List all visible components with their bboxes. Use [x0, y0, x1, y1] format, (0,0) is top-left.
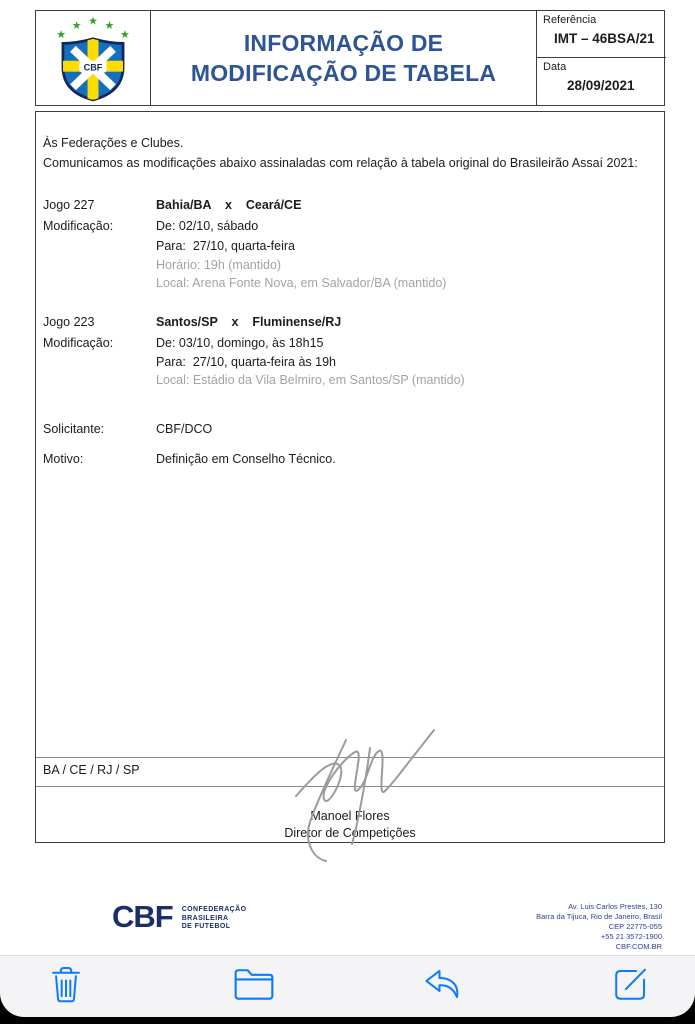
federations-list: BA / CE / RJ / SP [43, 763, 140, 777]
game-row [43, 239, 657, 253]
compose-button[interactable] [607, 960, 655, 1008]
game-row [43, 315, 657, 329]
game-to: Para: 27/10, quarta-feira [156, 239, 295, 253]
game-row [43, 373, 657, 387]
game-kept-venue: Local: Arena Fonte Nova, em Salvador/BA (mantido) [156, 276, 447, 290]
delete-button[interactable] [42, 960, 90, 1008]
document-title-line2: MODIFICAÇÃO DE TABELA [190, 60, 497, 86]
reason-label: Motivo: [43, 452, 84, 466]
game-row [43, 258, 657, 272]
trash-icon [47, 962, 85, 1006]
org-line: CONFEDERAÇÃO [181, 906, 247, 913]
document-title-line1: INFORMAÇÃO DE [243, 30, 444, 56]
cbf-wordmark: CBF [112, 899, 173, 934]
modification-label: Modificação: [43, 336, 114, 350]
signer-title: Diretor de Competições [284, 826, 416, 840]
toolbar-surface [0, 955, 695, 1017]
game-number: Jogo 223 [43, 315, 95, 329]
game-row [43, 219, 657, 233]
crest-cbf-label: CBF [83, 62, 103, 73]
document-title-cell [151, 11, 537, 105]
move-to-folder-button[interactable] [230, 960, 278, 1008]
game-row [43, 355, 657, 369]
svg-text:★: ★ [119, 28, 130, 41]
game-matchup: Santos/SP x Fluminense/RJ [156, 315, 342, 329]
requester-label: Solicitante: [43, 422, 105, 436]
game-to: Para: 27/10, quarta-feira às 19h [156, 355, 336, 369]
game-kept-venue: Local: Estádio da Vila Belmiro, em Santos/SP (mantido) [156, 373, 465, 387]
org-line: BRASILEIRA [181, 914, 229, 922]
compose-icon [611, 963, 651, 1005]
signature-image [282, 718, 440, 863]
intro-text: Comunicamos as modificações abaixo assinaladas com relação à tabela original do Brasileirão Assaí 2021: [43, 156, 638, 170]
reference-value: IMT – 46BSA/21 [554, 31, 655, 46]
footer-brand [112, 899, 247, 934]
game-number: Jogo 227 [43, 198, 95, 212]
cbf-crest-icon [52, 13, 134, 103]
game-row [43, 198, 657, 212]
reference-label: Referência [543, 14, 597, 26]
address-line: Barra da Tijuca, Rio de Janeiro, Brasil [536, 912, 662, 921]
game-from: De: 02/10, sábado [156, 219, 259, 233]
address-line: CBF.COM.BR [615, 942, 662, 949]
requester-row [43, 422, 657, 436]
svg-text:★: ★ [104, 19, 115, 32]
cbf-crest-cell [36, 11, 151, 105]
address-line: CEP 22775-055 [608, 922, 662, 931]
svg-text:★: ★ [56, 28, 67, 41]
reason-row [43, 452, 657, 466]
folder-icon [232, 965, 276, 1003]
date-value: 28/09/2021 [567, 78, 635, 93]
svg-text:★: ★ [71, 19, 82, 32]
requester-value: CBF/DCO [156, 422, 213, 436]
org-line: DE FUTEBOL [181, 923, 231, 931]
reason-value: Definição em Conselho Técnico. [156, 452, 336, 466]
game-row [43, 336, 657, 350]
modification-label: Modificação: [43, 219, 114, 233]
reference-cell [537, 11, 666, 105]
date-row [537, 58, 666, 105]
address-line: Av. Luis Carlos Prestes, 130 [568, 902, 662, 911]
salutation: Às Federações e Clubes. [43, 136, 184, 150]
game-kept-time: Horário: 19h (mantido) [156, 258, 282, 272]
address-line: +55 21 3572-1900 [600, 932, 662, 941]
game-row [43, 276, 657, 290]
reference-row [537, 11, 666, 58]
document-header-table [35, 10, 665, 106]
reply-icon [422, 964, 464, 1004]
cbf-org-name [182, 906, 247, 932]
footer-address [432, 902, 662, 949]
game-from: De: 03/10, domingo, às 18h15 [156, 336, 324, 350]
signer-name: Manoel Flores [310, 809, 390, 823]
date-label: Data [543, 61, 567, 73]
svg-text:★: ★ [88, 15, 98, 28]
game-matchup: Bahia/BA x Ceará/CE [156, 198, 302, 212]
reply-button[interactable] [419, 960, 467, 1008]
bottom-toolbar [0, 955, 695, 1024]
